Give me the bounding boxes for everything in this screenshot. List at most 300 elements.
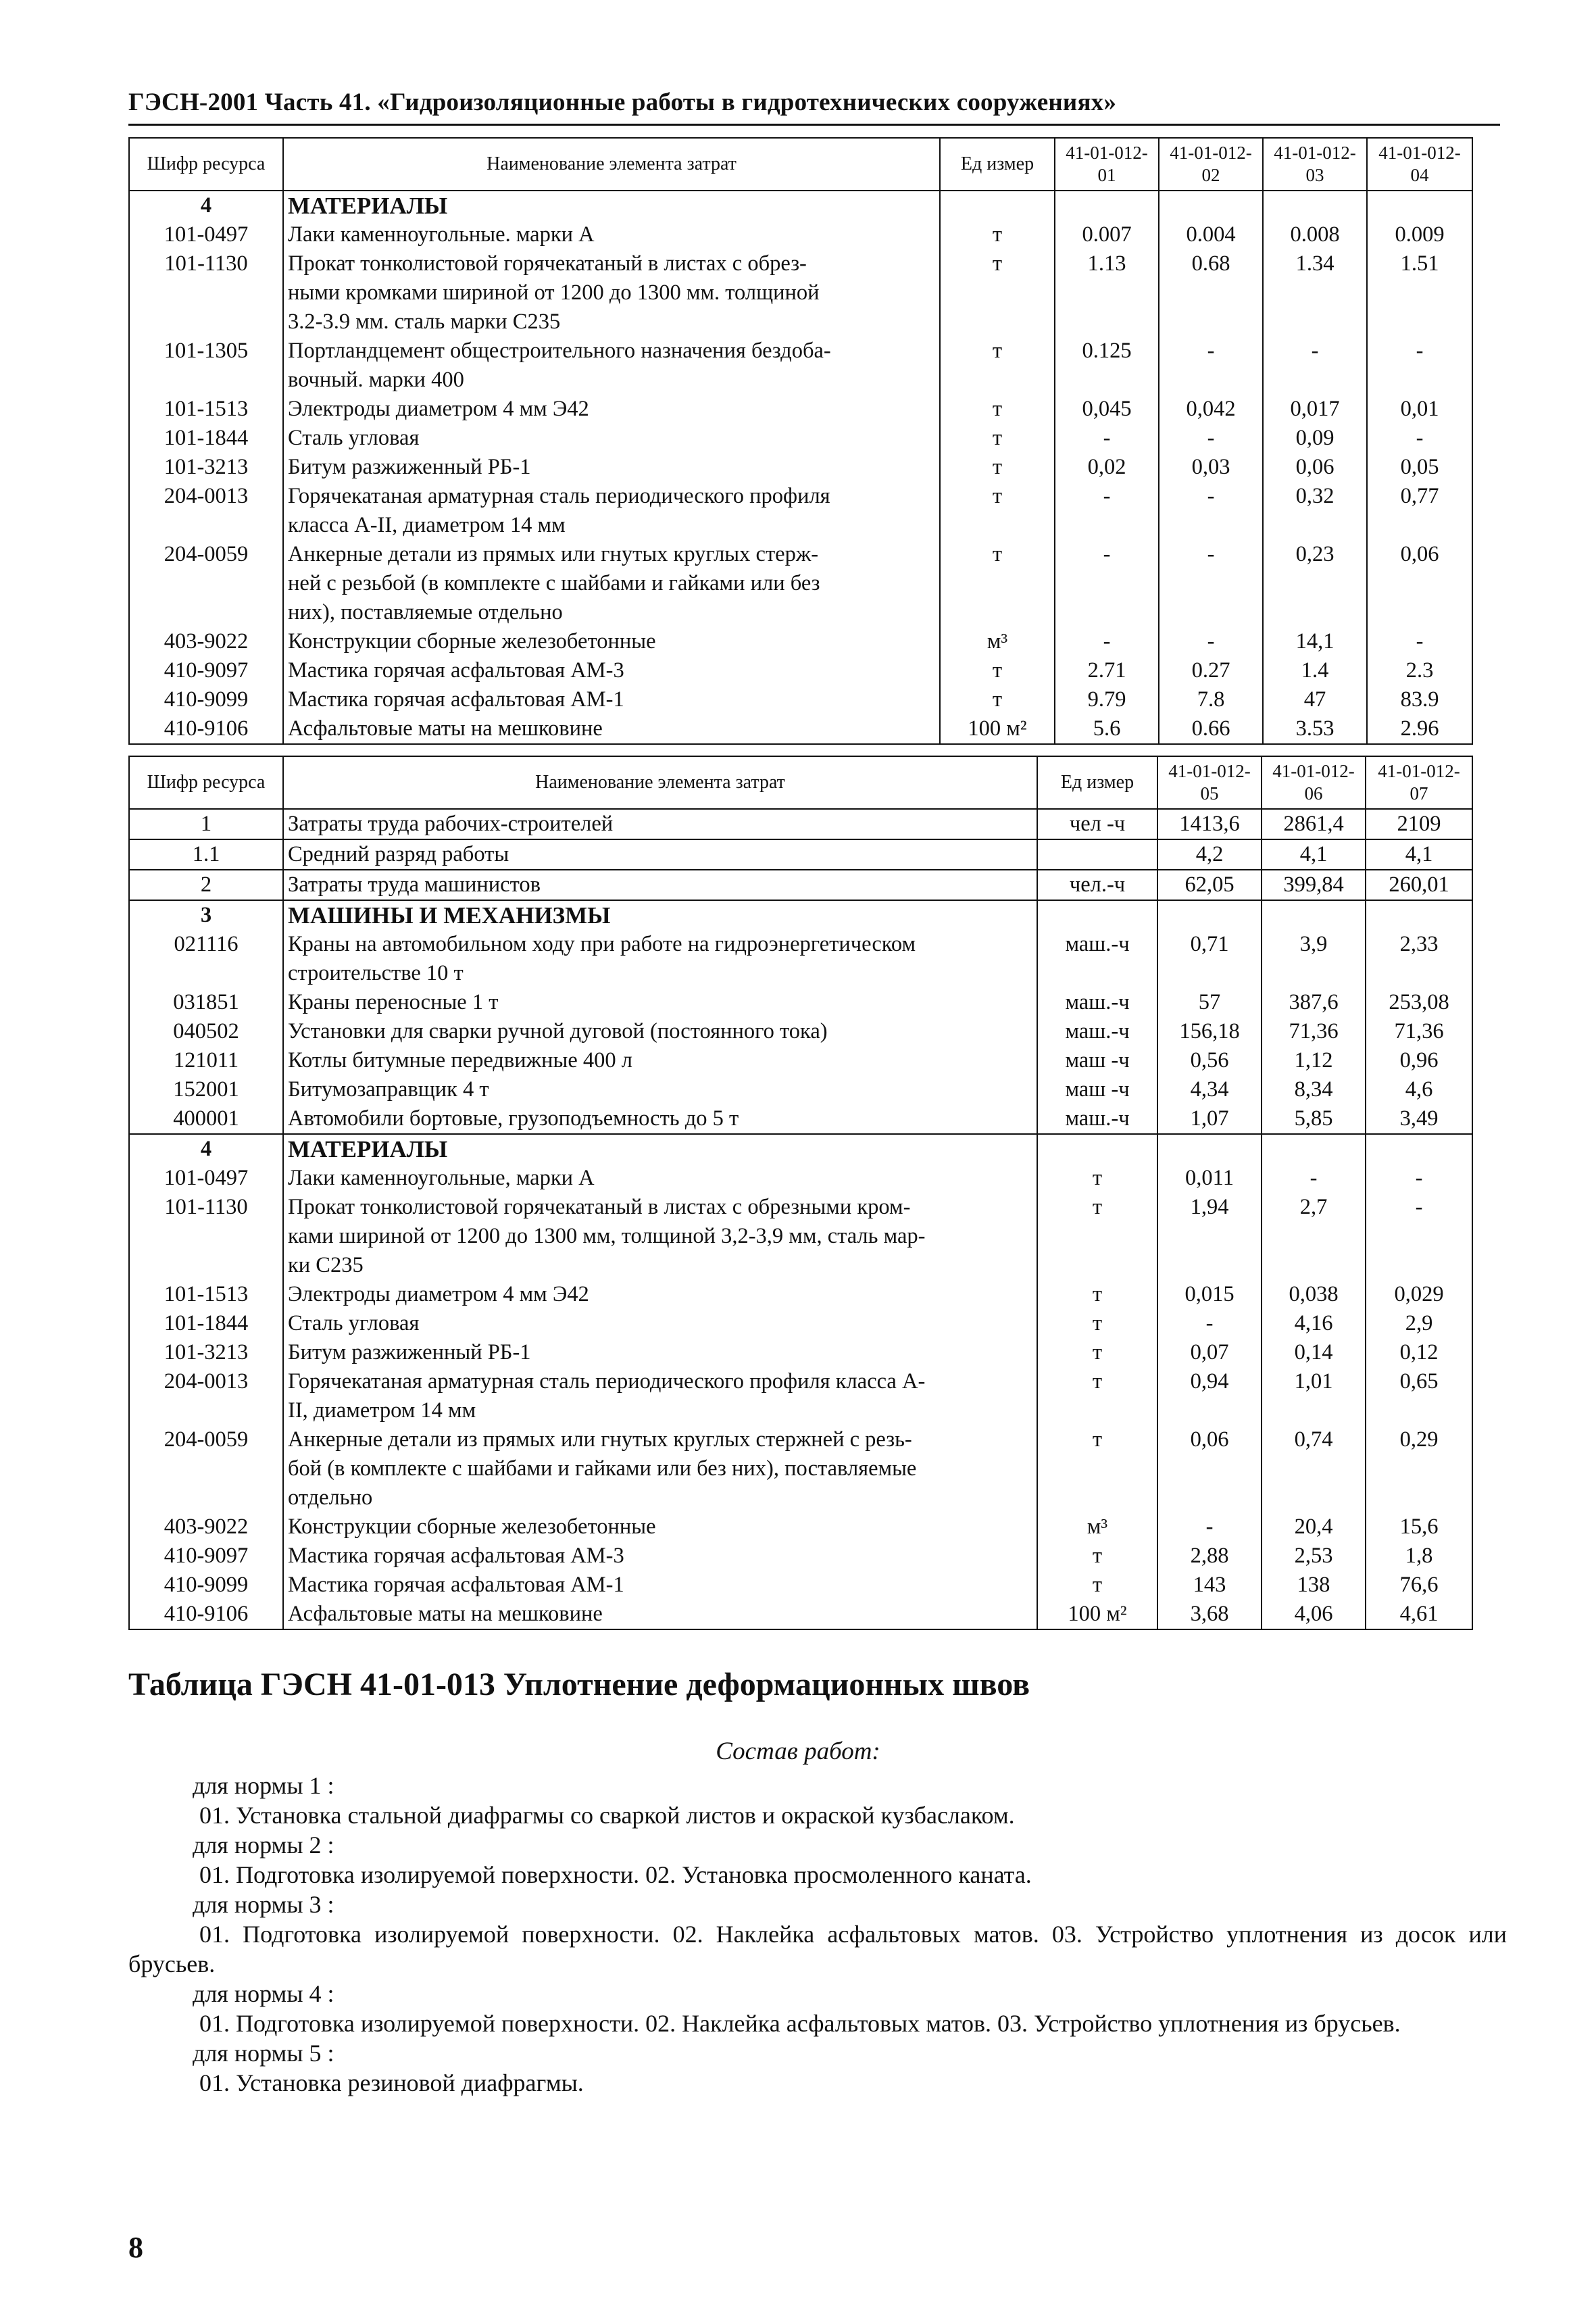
header-code: Шифр ресурса <box>129 756 283 809</box>
resource-name-line: Лаки каменноугольные. марки А <box>288 222 595 247</box>
table-row <box>129 1600 1472 1629</box>
norm-value: 2861,4 <box>1262 809 1366 839</box>
header-unit: Ед измер <box>1037 756 1157 809</box>
resource-unit: т <box>1037 1193 1157 1280</box>
norm-value: 0,65 <box>1366 1367 1472 1425</box>
norm-value: 4,2 <box>1157 839 1262 870</box>
table-row <box>129 839 1472 870</box>
resource-unit: маш.-ч <box>1037 930 1157 988</box>
resource-name-line: Мастика горячая асфальтовая АМ-1 <box>288 687 624 712</box>
resource-name-line: класса А-II, диаметром 14 мм <box>288 513 566 537</box>
norm-value: 4,1 <box>1366 839 1472 870</box>
resource-name-line: Сталь угловая <box>288 426 420 450</box>
resource-code: 1 <box>129 809 283 839</box>
norm-value: 7.8 <box>1159 685 1263 714</box>
norm-value: 5.6 <box>1055 714 1159 744</box>
resource-unit: маш.-ч <box>1037 1017 1157 1046</box>
norm-value: 5,85 <box>1262 1104 1366 1134</box>
norm-value: 2.3 <box>1367 656 1472 685</box>
resource-unit: м³ <box>940 627 1055 656</box>
resource-name-line: ки С235 <box>288 1253 364 1277</box>
norm-text: 01. Установка резиновой диафрагмы. <box>199 2069 584 2096</box>
header-rule <box>128 124 1500 126</box>
resource-name <box>283 1104 1037 1134</box>
table-row <box>129 656 1472 685</box>
resource-name <box>283 220 940 249</box>
norm-value: 0,77 <box>1367 482 1472 540</box>
resource-unit: т <box>940 424 1055 453</box>
norm-value: 71,36 <box>1366 1017 1472 1046</box>
norm-value: - <box>1159 482 1263 540</box>
norm-value: 1.4 <box>1263 656 1367 685</box>
resource-code: 101-1844 <box>129 1309 283 1338</box>
resource-code: 410-9099 <box>129 685 283 714</box>
norm-value: 0,038 <box>1262 1280 1366 1309</box>
norm-text: 01. Подготовка изолируемой поверхности. 02. Наклейка асфальтовых матов. 03. Устройство уплотнения из досок или брусьев. <box>128 1921 1507 1977</box>
resource-name <box>283 337 940 395</box>
resource-code: 101-0497 <box>129 220 283 249</box>
resource-unit: т <box>1037 1309 1157 1338</box>
resource-name <box>283 540 940 627</box>
table-row <box>129 1367 1472 1425</box>
resource-code: 1.1 <box>129 839 283 870</box>
norm-value: - <box>1055 424 1159 453</box>
norm-value: - <box>1367 627 1472 656</box>
labor-rows <box>129 809 1472 900</box>
table-1-body <box>129 220 1472 744</box>
resource-code: 400001 <box>129 1104 283 1134</box>
norm-value: 2.96 <box>1367 714 1472 744</box>
norm-value: - <box>1157 1309 1262 1338</box>
norm-value: 71,36 <box>1262 1017 1366 1046</box>
resource-unit: маш.-ч <box>1037 988 1157 1017</box>
resource-name-line: Электроды диаметром 4 мм Э42 <box>288 397 589 421</box>
norm-value: 0,71 <box>1157 930 1262 988</box>
header-unit: Ед измер <box>940 138 1055 191</box>
work-composition <box>128 1771 1507 2098</box>
norm-value: 4,61 <box>1366 1600 1472 1629</box>
resource-name-line: Мастика горячая асфальтовая АМ-1 <box>288 1573 624 1597</box>
norm-value: 0,017 <box>1263 395 1367 424</box>
norm-value: 62,05 <box>1157 870 1262 900</box>
norm-value: 0,015 <box>1157 1280 1262 1309</box>
table-row <box>129 540 1472 627</box>
resource-name-line: них), поставляемые отдельно <box>288 600 563 624</box>
norm-value: - <box>1159 424 1263 453</box>
table-row <box>129 1017 1472 1046</box>
table-row <box>129 714 1472 744</box>
norm-value: 2,33 <box>1366 930 1472 988</box>
resource-unit: т <box>940 482 1055 540</box>
resource-name-line: Битум разжиженный РБ-1 <box>288 1340 531 1364</box>
resource-name <box>283 988 1037 1017</box>
resource-name-line: Мастика горячая асфальтовая АМ-3 <box>288 1544 624 1568</box>
header-code: Шифр ресурса <box>129 138 283 191</box>
resource-name <box>283 870 1037 900</box>
resource-name <box>283 1309 1037 1338</box>
section-title: МАТЕРИАЛЫ <box>283 1134 1037 1164</box>
table-title: Таблица ГЭСН 41-01-013 Уплотнение деформационных швов <box>128 1667 1030 1702</box>
resource-code: 410-9099 <box>129 1571 283 1600</box>
norm-value: 4,1 <box>1262 839 1366 870</box>
norm-value: 8,34 <box>1262 1075 1366 1104</box>
norm-value: 3.53 <box>1263 714 1367 744</box>
resource-name <box>283 1571 1037 1600</box>
resource-name-line: Портландцемент общестроительного назначения бездоба- <box>288 339 831 363</box>
section-row <box>129 900 1472 930</box>
table-row <box>129 395 1472 424</box>
table-row <box>129 988 1472 1017</box>
resource-name-line: ками шириной от 1200 до 1300 мм, толщиной 3,2-3,9 мм, сталь мар- <box>288 1224 926 1248</box>
resource-name <box>283 1046 1037 1075</box>
norm-label: для нормы 1 : <box>193 1772 334 1799</box>
norm-value: 0.004 <box>1159 220 1263 249</box>
norm-value: 1.34 <box>1263 249 1367 337</box>
section-code: 4 <box>129 1134 283 1164</box>
header-norm-code: 41-01-012-05 <box>1157 756 1262 809</box>
resource-unit: 100 м² <box>1037 1600 1157 1629</box>
norm-value: 0,02 <box>1055 453 1159 482</box>
norm-value: 0,07 <box>1157 1338 1262 1367</box>
norm-value: 2,9 <box>1366 1309 1472 1338</box>
resource-name-line: ными кромками шириной от 1200 до 1300 мм. толщиной <box>288 280 820 305</box>
norm-value: 0,56 <box>1157 1046 1262 1075</box>
resource-name-line: бой (в комплекте с шайбами и гайками или без них), поставляемые <box>288 1456 917 1481</box>
table-row <box>129 685 1472 714</box>
norm-value: 387,6 <box>1262 988 1366 1017</box>
norm-value: 47 <box>1263 685 1367 714</box>
section-code: 3 <box>129 900 283 930</box>
norm-value: 0,01 <box>1367 395 1472 424</box>
resource-name-line: Анкерные детали из прямых или гнутых круглых стержней с резь- <box>288 1427 912 1452</box>
resource-name-line: вочный. марки 400 <box>288 368 464 392</box>
material-rows <box>129 1164 1472 1629</box>
resource-name-line: Битум разжиженный РБ-1 <box>288 455 531 479</box>
norm-label: для нормы 2 : <box>193 1831 334 1858</box>
resource-unit: т <box>940 685 1055 714</box>
resource-unit: т <box>1037 1542 1157 1571</box>
resource-name-line: Котлы битумные передвижные 400 л <box>288 1048 632 1073</box>
norm-value: 0.68 <box>1159 249 1263 337</box>
norm-label: для нормы 5 : <box>193 2040 334 2067</box>
norm-value: 0,14 <box>1262 1338 1366 1367</box>
norm-value: 2.71 <box>1055 656 1159 685</box>
header-norm-code: 41-01-012-04 <box>1367 138 1472 191</box>
resource-unit: чел -ч <box>1037 809 1157 839</box>
resource-name <box>283 1280 1037 1309</box>
norm-value: - <box>1055 627 1159 656</box>
work-norm <box>128 1830 1507 1890</box>
resource-name-line: Автомобили бортовые, грузоподъемность до 5 т <box>288 1106 739 1131</box>
norm-value: 1.13 <box>1055 249 1159 337</box>
table-header-row <box>129 138 1472 191</box>
resource-name <box>283 809 1037 839</box>
resource-name <box>283 482 940 540</box>
table-row <box>129 1104 1472 1134</box>
table-row <box>129 1046 1472 1075</box>
resource-code: 101-1513 <box>129 1280 283 1309</box>
norm-value: 0,09 <box>1263 424 1367 453</box>
header-name: Наименование элемента затрат <box>283 756 1037 809</box>
header-norm-code: 41-01-012-02 <box>1159 138 1263 191</box>
norm-value: - <box>1159 337 1263 395</box>
resource-name <box>283 714 940 744</box>
table-row <box>129 809 1472 839</box>
resource-unit: маш -ч <box>1037 1075 1157 1104</box>
norm-value: 0.66 <box>1159 714 1263 744</box>
resource-unit: т <box>940 453 1055 482</box>
norm-value: 0,06 <box>1263 453 1367 482</box>
norm-value: 57 <box>1157 988 1262 1017</box>
resource-code: 031851 <box>129 988 283 1017</box>
norm-value: 15,6 <box>1366 1512 1472 1542</box>
norm-value: 2109 <box>1366 809 1472 839</box>
resource-name <box>283 1425 1037 1512</box>
norm-value: 1,01 <box>1262 1367 1366 1425</box>
norm-value: 0,74 <box>1262 1425 1366 1512</box>
table-row <box>129 453 1472 482</box>
norm-value: - <box>1055 482 1159 540</box>
resource-name-line: Прокат тонколистовой горячекатаный в листах с обрез- <box>288 251 807 276</box>
table-row <box>129 1164 1472 1193</box>
section-row <box>129 1134 1472 1164</box>
norm-value: - <box>1159 540 1263 627</box>
work-norm <box>128 1979 1507 2038</box>
resource-code: 101-1305 <box>129 337 283 395</box>
norm-value: - <box>1157 1512 1262 1542</box>
table-row <box>129 337 1472 395</box>
table-row <box>129 220 1472 249</box>
table-row <box>129 1280 1472 1309</box>
resource-name <box>283 453 940 482</box>
table-row <box>129 1512 1472 1542</box>
resource-code: 204-0059 <box>129 540 283 627</box>
norm-value: - <box>1367 424 1472 453</box>
resource-name-line: Затраты труда рабочих-строителей <box>288 812 614 836</box>
resource-name-line: Прокат тонколистовой горячекатаный в листах с обрезными кром- <box>288 1195 911 1219</box>
norm-value: 253,08 <box>1366 988 1472 1017</box>
resource-name-line: 3.2-3.9 мм. сталь марки С235 <box>288 310 561 334</box>
resource-name <box>283 1017 1037 1046</box>
resource-name <box>283 685 940 714</box>
resource-code: 410-9106 <box>129 1600 283 1629</box>
norm-value: 1,07 <box>1157 1104 1262 1134</box>
norm-value: - <box>1366 1193 1472 1280</box>
resource-unit: маш -ч <box>1037 1046 1157 1075</box>
resource-code: 101-0497 <box>129 1164 283 1193</box>
resource-unit <box>1037 839 1157 870</box>
resource-name <box>283 1542 1037 1571</box>
resource-unit: т <box>1037 1425 1157 1512</box>
resource-name-line: II, диаметром 14 мм <box>288 1398 476 1423</box>
norm-value: 2,88 <box>1157 1542 1262 1571</box>
resource-name <box>283 656 940 685</box>
header-norm-code: 41-01-012-06 <box>1262 756 1366 809</box>
norm-value: 1,94 <box>1157 1193 1262 1280</box>
resource-unit: т <box>1037 1280 1157 1309</box>
norm-value: 0,045 <box>1055 395 1159 424</box>
resource-name-line: Конструкции сборные железобетонные <box>288 629 656 654</box>
resource-name-line: Лаки каменноугольные, марки А <box>288 1166 595 1190</box>
resource-code: 040502 <box>129 1017 283 1046</box>
norm-value: 1,8 <box>1366 1542 1472 1571</box>
resource-name-line: ней с резьбой (в комплекте с шайбами и гайками или без <box>288 571 820 595</box>
page-number: 8 <box>128 2231 143 2264</box>
work-norm <box>128 1890 1507 1979</box>
resource-unit: маш.-ч <box>1037 1104 1157 1134</box>
norm-value: 0,042 <box>1159 395 1263 424</box>
norm-value: 4,6 <box>1366 1075 1472 1104</box>
table-row <box>129 482 1472 540</box>
header-norm-code: 41-01-012-01 <box>1055 138 1159 191</box>
page-header: ГЭСН-2001 Часть 41. «Гидроизоляционные работы в гидротехнических сооружениях» <box>128 89 1117 116</box>
norm-value: 1,12 <box>1262 1046 1366 1075</box>
section-title: МАШИНЫ И МЕХАНИЗМЫ <box>283 900 1037 930</box>
table-row <box>129 930 1472 988</box>
norm-label: для нормы 4 : <box>193 1980 334 2007</box>
norm-value: 0,06 <box>1367 540 1472 627</box>
resource-unit: т <box>1037 1367 1157 1425</box>
norm-value: 0,029 <box>1366 1280 1472 1309</box>
norm-value: 3,9 <box>1262 930 1366 988</box>
resource-name-line: Битумозаправщик 4 т <box>288 1077 489 1102</box>
resource-unit: чел.-ч <box>1037 870 1157 900</box>
table-row <box>129 1309 1472 1338</box>
norm-value: 14,1 <box>1263 627 1367 656</box>
resource-name <box>283 1512 1037 1542</box>
table-header-row <box>129 756 1472 809</box>
work-norm <box>128 1771 1507 1830</box>
norm-text: 01. Подготовка изолируемой поверхности. 02. Наклейка асфальтовых матов. 03. Устройство уплотнения из брусьев. <box>199 2010 1401 2037</box>
norm-value: 0,94 <box>1157 1367 1262 1425</box>
resource-unit: т <box>1037 1338 1157 1367</box>
norm-value: 3,68 <box>1157 1600 1262 1629</box>
resource-code: 410-9106 <box>129 714 283 744</box>
norm-text: 01. Подготовка изолируемой поверхности. 02. Установка просмоленного каната. <box>199 1861 1032 1888</box>
resource-unit: т <box>1037 1571 1157 1600</box>
section-title: МАТЕРИАЛЫ <box>283 191 940 220</box>
resource-unit: т <box>1037 1164 1157 1193</box>
table-row <box>129 1425 1472 1512</box>
norm-value: 83.9 <box>1367 685 1472 714</box>
resource-name <box>283 395 940 424</box>
resource-name-line: Конструкции сборные железобетонные <box>288 1515 656 1539</box>
resource-unit: т <box>940 220 1055 249</box>
table-row <box>129 249 1472 337</box>
resource-name-line: строительстве 10 т <box>288 961 464 985</box>
resource-name <box>283 1193 1037 1280</box>
norm-value: 1413,6 <box>1157 809 1262 839</box>
work-norm <box>128 2038 1507 2098</box>
table-row <box>129 1542 1472 1571</box>
table-row <box>129 1075 1472 1104</box>
norm-value: 76,6 <box>1366 1571 1472 1600</box>
resource-table-2 <box>128 756 1473 1630</box>
resource-name-line: Электроды диаметром 4 мм Э42 <box>288 1282 589 1306</box>
resource-unit: т <box>940 656 1055 685</box>
norm-value: - <box>1367 337 1472 395</box>
norm-value: 0,32 <box>1263 482 1367 540</box>
resource-name-line: Краны переносные 1 т <box>288 990 499 1014</box>
resource-name <box>283 1367 1037 1425</box>
table-row <box>129 627 1472 656</box>
resource-name <box>283 1075 1037 1104</box>
norm-value: - <box>1262 1164 1366 1193</box>
resource-name-line: Краны на автомобильном ходу при работе на гидроэнергетическом <box>288 932 916 956</box>
resource-name-line: Сталь угловая <box>288 1311 420 1335</box>
resource-code: 204-0013 <box>129 1367 283 1425</box>
norm-value: 0.007 <box>1055 220 1159 249</box>
resource-unit: т <box>940 395 1055 424</box>
resource-unit: т <box>940 249 1055 337</box>
resource-code: 101-1130 <box>129 1193 283 1280</box>
resource-code: 403-9022 <box>129 627 283 656</box>
norm-value: - <box>1055 540 1159 627</box>
norm-value: 4,16 <box>1262 1309 1366 1338</box>
resource-code: 121011 <box>129 1046 283 1075</box>
norm-value: - <box>1366 1164 1472 1193</box>
table-row <box>129 1571 1472 1600</box>
norm-value: 143 <box>1157 1571 1262 1600</box>
norm-value: 4,06 <box>1262 1600 1366 1629</box>
resource-code: 101-1513 <box>129 395 283 424</box>
norm-value: 1.51 <box>1367 249 1472 337</box>
norm-value: 0.008 <box>1263 220 1367 249</box>
norm-value: 156,18 <box>1157 1017 1262 1046</box>
resource-name-line: Анкерные детали из прямых или гнутых круглых стерж- <box>288 542 819 566</box>
norm-value: 0,05 <box>1367 453 1472 482</box>
resource-name-line: Затраты труда машинистов <box>288 872 541 897</box>
resource-name <box>283 249 940 337</box>
norm-value: 9.79 <box>1055 685 1159 714</box>
norm-value: 0,23 <box>1263 540 1367 627</box>
resource-code: 2 <box>129 870 283 900</box>
section-code: 4 <box>129 191 283 220</box>
table-row <box>129 1338 1472 1367</box>
norm-value: - <box>1159 627 1263 656</box>
resource-code: 101-1844 <box>129 424 283 453</box>
norm-value: 0,03 <box>1159 453 1263 482</box>
resource-name-line: Средний разряд работы <box>288 842 509 866</box>
norm-value: 2,7 <box>1262 1193 1366 1280</box>
resource-name <box>283 1164 1037 1193</box>
table-row <box>129 424 1472 453</box>
resource-name <box>283 839 1037 870</box>
resource-name <box>283 930 1037 988</box>
table-row <box>129 1193 1472 1280</box>
norm-value: 0.125 <box>1055 337 1159 395</box>
resource-name <box>283 1600 1037 1629</box>
norm-value: 2,53 <box>1262 1542 1366 1571</box>
resource-unit: т <box>940 540 1055 627</box>
resource-code: 410-9097 <box>129 1542 283 1571</box>
resource-table-1 <box>128 137 1473 745</box>
norm-value: 0,12 <box>1366 1338 1472 1367</box>
norm-value: 4,34 <box>1157 1075 1262 1104</box>
resource-name-line: Горячекатаная арматурная сталь периодического профиля класса А- <box>288 1369 926 1394</box>
header-norm-code: 41-01-012-07 <box>1366 756 1472 809</box>
norm-value: - <box>1263 337 1367 395</box>
table-row <box>129 870 1472 900</box>
resource-unit: 100 м² <box>940 714 1055 744</box>
resource-code: 101-3213 <box>129 453 283 482</box>
norm-value: 0,011 <box>1157 1164 1262 1193</box>
norm-value: 20,4 <box>1262 1512 1366 1542</box>
resource-code: 410-9097 <box>129 656 283 685</box>
resource-code: 101-3213 <box>129 1338 283 1367</box>
machine-rows <box>129 930 1472 1134</box>
norm-value: 399,84 <box>1262 870 1366 900</box>
